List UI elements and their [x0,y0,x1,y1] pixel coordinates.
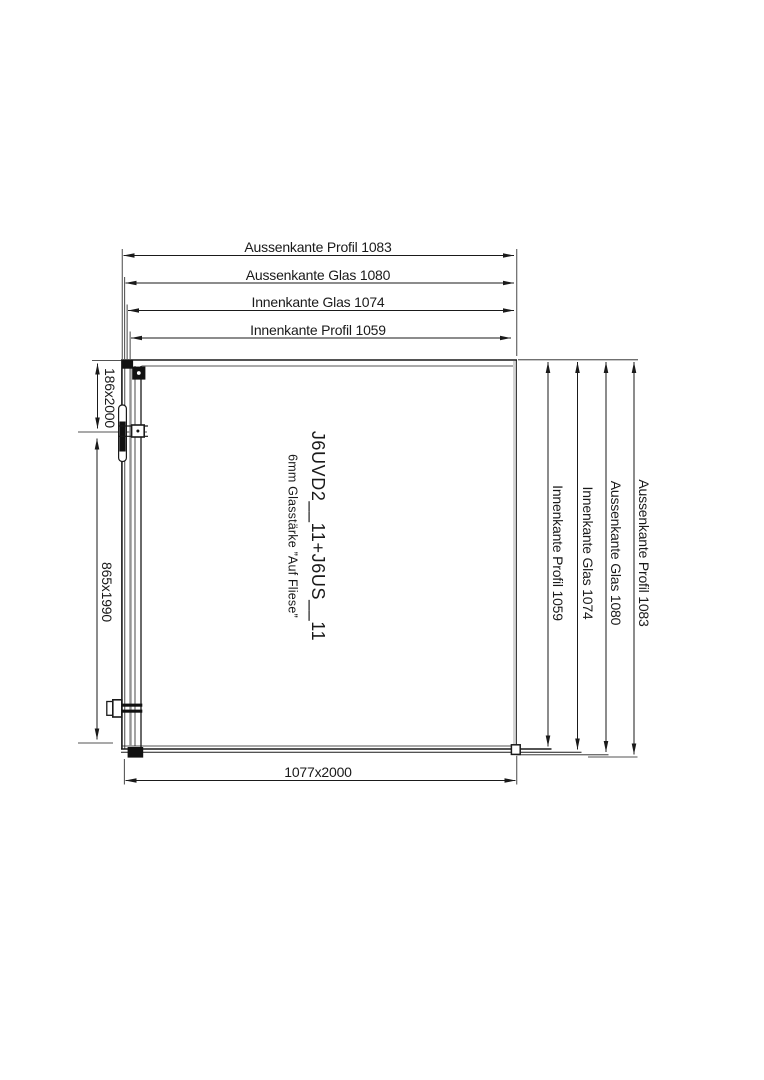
wall-bracket-top [122,360,145,380]
door-panel-outline [121,360,582,753]
right-dimension-label-innenkante-profil: Innenkante Profil 1059 [550,485,566,621]
bottom-dimension-label: 1077x2000 [284,763,352,780]
right-dimension-label-aussenkante-glas: Aussenkante Glas 1080 [608,480,624,626]
top-dimension-label-aussenkante-profil: Aussenkante Profil 1083 [244,239,392,255]
top-dimension-label-innenkante-profil: Innenkante Profil 1059 [250,321,386,338]
left-dimension-label-upper: 186x2000 [102,368,118,428]
right-dimension-label-innenkante-glas: Innenkante Glas 1074 [579,486,596,620]
end-cap-bottom-right [511,745,520,755]
left-dimension-label-lower: 865x1990 [98,562,115,622]
top-dimension-label-innenkante-glas: Innenkante Glas 1074 [251,294,385,310]
hinge [118,405,148,462]
panel-glass-spec: 6mm Glasstärke ”Auf Fliese” [285,454,300,618]
corner-bracket-bottom-left [128,747,144,758]
top-dimension-label-aussenkante-glas: Aussenkante Glas 1080 [245,266,391,283]
right-dimension-label-aussenkante-profil: Aussenkante Profil 1083 [636,479,652,627]
panel-model-code: J6UVD2__11+J6US__11 [308,430,328,642]
